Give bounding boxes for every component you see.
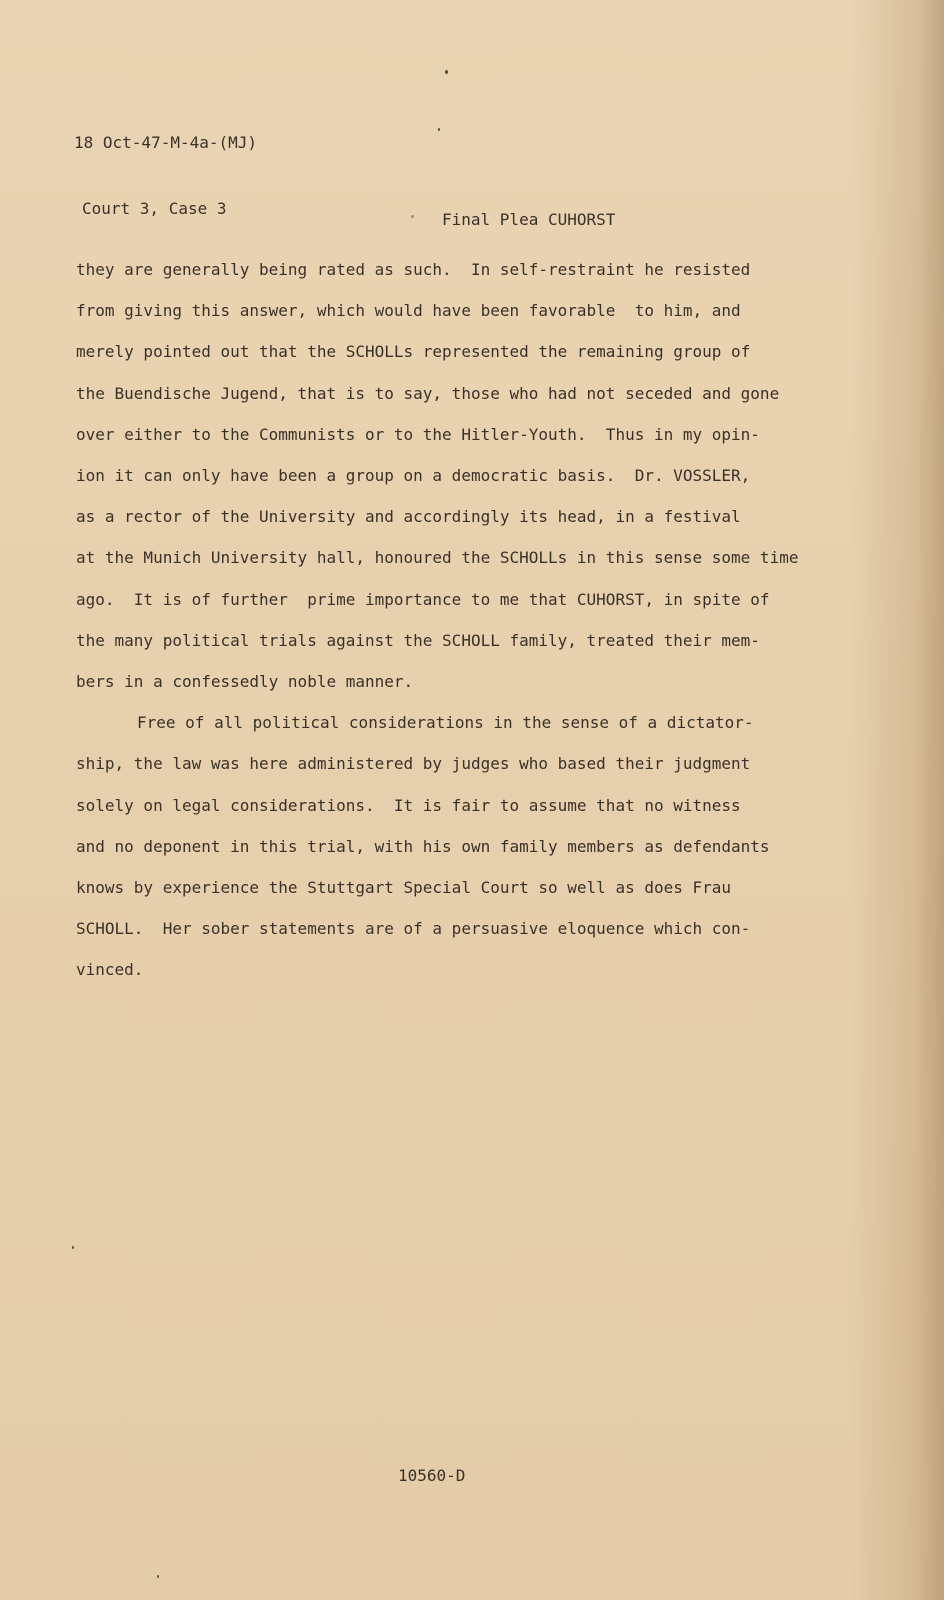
- reference-date-line: 18 Oct-47-M-4a-(MJ): [74, 133, 258, 152]
- reference-court-line: Court 3, Case 3: [82, 199, 227, 218]
- text-line: ion it can only have been a group on a democratic basis. Dr. VOSSLER,: [76, 466, 751, 486]
- document-reference: [74, 88, 257, 264]
- text-line: from giving this answer, which would have been favorable to him, and: [76, 301, 741, 321]
- text-line: Free of all political considerations in the sense of a dictator-: [137, 713, 754, 733]
- document-body: [76, 249, 856, 991]
- paper-speck: [72, 1246, 74, 1249]
- text-line: at the Munich University hall, honoured the SCHOLLs in this sense some time: [76, 548, 799, 568]
- section-title: Final Plea CUHORST: [442, 210, 616, 229]
- text-line: merely pointed out that the SCHOLLs represented the remaining group of: [76, 342, 751, 362]
- text-line: they are generally being rated as such. In self-restraint he resisted: [76, 260, 751, 279]
- paper-speck: [445, 70, 448, 74]
- text-line: the many political trials against the SCHOLL family, treated their mem-: [76, 630, 760, 650]
- text-line: the Buendische Jugend, that is to say, those who had not seceded and gone: [76, 383, 780, 403]
- text-line: vinced.: [76, 960, 144, 980]
- text-line: and no deponent in this trial, with his own family members as defendants: [76, 836, 770, 856]
- page-number: 10560-D: [398, 1466, 466, 1485]
- text-line: bers in a confessedly noble manner.: [76, 672, 414, 692]
- text-line: over either to the Communists or to the Hitler-Youth. Thus in my opin-: [76, 424, 760, 444]
- paper-speck: [411, 215, 414, 218]
- text-line: solely on legal considerations. It is fair to assume that no witness: [76, 795, 741, 815]
- paragraph-2: [76, 702, 856, 990]
- paper-speck: [157, 1575, 159, 1578]
- text-line: ship, the law was here administered by judges who based their judgment: [76, 754, 751, 774]
- paragraph-1: [76, 249, 856, 702]
- text-line: ago. It is of further prime importance to me that CUHORST, in spite of: [76, 589, 770, 609]
- text-line: SCHOLL. Her sober statements are of a persuasive eloquence which con-: [76, 919, 751, 939]
- text-line: as a rector of the University and accordingly its head, in a festival: [76, 507, 741, 527]
- text-line: knows by experience the Stuttgart Special Court so well as does Frau: [76, 878, 732, 898]
- paper-speck: [438, 128, 440, 131]
